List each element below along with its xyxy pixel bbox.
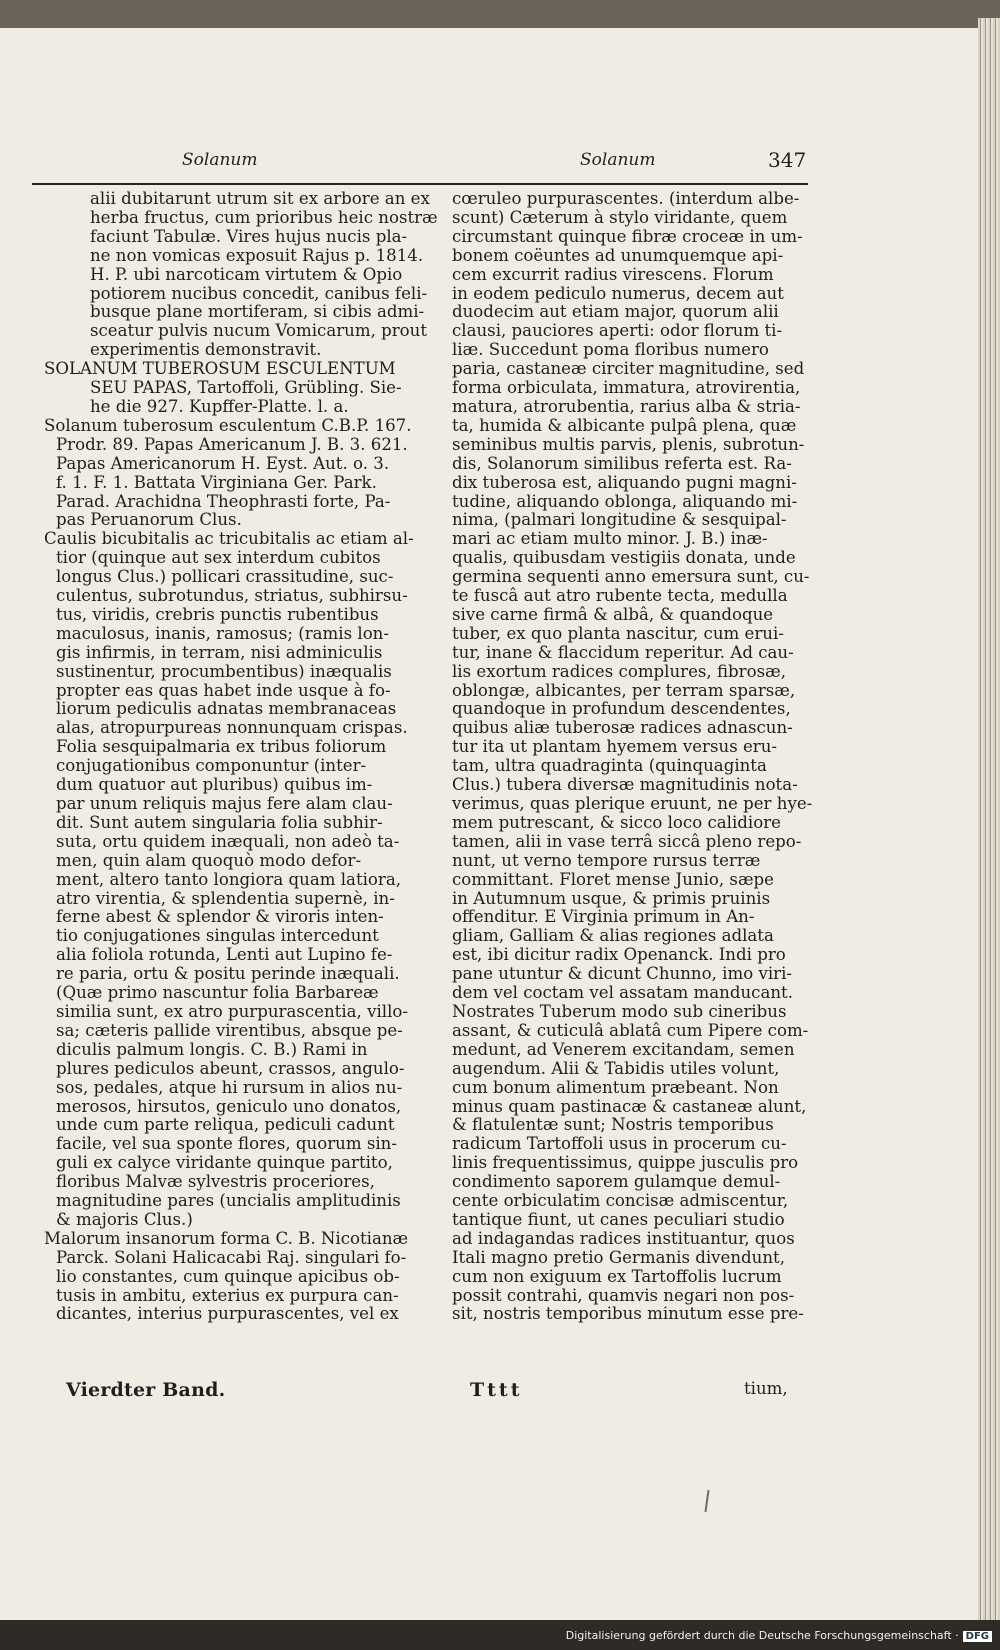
text-line: re paria, ortu & positu perinde inæquali. [56, 964, 400, 984]
text-line: similia sunt, ex atro purpurascentia, villo- [56, 1001, 408, 1021]
text-line: suta, ortu quidem inæquali, non adeò ta- [56, 831, 400, 851]
text-line: (Quæ primo nascuntur folia Barbareæ [56, 983, 379, 1003]
text-line: dem vel coctam vel assatam manducant. [452, 983, 793, 1003]
text-line: Caulis bicubitalis ac tricubitalis ac etiam al- [44, 529, 414, 549]
digitization-credit [566, 1629, 992, 1642]
text-line: tam, ultra quadraginta (quinquaginta [452, 756, 767, 776]
text-line: paria, castaneæ circiter magnitudine, sed [452, 359, 805, 379]
text-line: assant, & cuticulâ ablatâ cum Pipere com- [452, 1020, 809, 1040]
text-line: nima, (palmari longitudine & sesquipal- [452, 510, 787, 530]
text-line: quibus aliæ tuberosæ radices adnascun- [452, 718, 793, 738]
text-line: guli ex calyce viridante quinque partito, [56, 1153, 393, 1173]
text-line: potiorem nucibus concedit, canibus feli- [90, 283, 428, 303]
text-line: cum non exiguum ex Tartoffolis lucrum [452, 1266, 782, 1286]
text-line: par unum reliquis majus fere alam clau- [56, 794, 393, 813]
text-line: oblongæ, albicantes, per terram sparsæ, [452, 680, 796, 700]
text-line: Itali magno pretio Germanis divendunt, [452, 1247, 785, 1267]
text-line: cente orbiculatim concisæ admiscentur, [452, 1191, 789, 1211]
text-line: mari ac etiam multo minor. J. B.) inæ- [452, 529, 768, 549]
text-line: committant. Floret mense Junio, sæpe [452, 869, 774, 889]
text-line: sustinentur, procumbentibus) inæqualis [56, 661, 392, 681]
text-line: atro virentia, & splendentia supernè, in- [56, 888, 395, 908]
text-line: possit contrahi, quamvis negari non pos- [452, 1285, 795, 1305]
text-line: culentus, subrotundus, striatus, subhirsu- [56, 586, 408, 606]
text-line: medunt, ad Venerem excitandam, semen [452, 1039, 795, 1059]
text-line: tamen, alii in vase terrâ siccâ pleno repo- [452, 831, 802, 851]
text-line: men, quin alam quoquò modo defor- [56, 850, 362, 870]
text-line: gliam, Galliam & alias regiones adlata [452, 926, 774, 946]
page-edges [978, 18, 1000, 1628]
text-line: Clus.) tubera diversæ magnitudinis nota- [452, 775, 798, 795]
text-line: linis frequentissimus, quippe jusculis pro [452, 1153, 799, 1173]
text-line: Parck. Solani Halicacabi Raj. singulari fo- [56, 1247, 407, 1267]
running-head-left: Solanum [182, 150, 258, 170]
text-line: minus quam pastinacæ & castaneæ alunt, [452, 1096, 807, 1116]
text-line: lis exortum radices complures, fibrosæ, [452, 661, 786, 681]
text-line: tior (quinque aut sex interdum cubitos [56, 548, 381, 568]
book-top-edge [0, 0, 1000, 28]
text-line: floribus Malvæ sylvestris proceriores, [56, 1172, 375, 1192]
text-line: experimentis demonstravit. [90, 340, 322, 360]
text-line: ta, humida & albicante pulpâ plena, quæ [452, 415, 797, 435]
text-line: tio conjugationes singulas intercedunt [56, 926, 379, 946]
text-line: SEU PAPAS, Tartoffoli, Grübling. Sie- [90, 378, 402, 398]
text-line: pane utuntur & dicunt Chunno, imo viri- [452, 964, 792, 984]
left-text-column [44, 189, 438, 1324]
text-line: tur ita ut plantam hyemem versus eru- [452, 737, 778, 757]
text-line: cœruleo purpurascentes. (interdum albe- [452, 189, 800, 208]
text-line: liæ. Succedunt poma floribus numero [452, 340, 769, 360]
text-line: dis, Solanorum similibus referta est. Ra- [452, 453, 792, 473]
text-line: tusis in ambitu, exterius ex purpura can- [56, 1285, 399, 1305]
text-line: conjugationibus componuntur (inter- [56, 756, 367, 776]
text-line: SOLANUM TUBEROSUM ESCULENTUM [44, 359, 396, 379]
text-line: dix tuberosa est, aliquando pugni magni- [452, 472, 797, 492]
text-line: sceatur pulvis nucum Vomicarum, prout [90, 321, 428, 341]
text-line: dit. Sunt autem singularia folia subhir- [56, 812, 383, 832]
text-line: unde cum parte reliqua, pediculi cadunt [56, 1115, 395, 1135]
header-rule [32, 183, 808, 185]
text-line: herba fructus, cum prioribus heic nostræ [90, 207, 438, 227]
text-line: verimus, quas plerique eruunt, ne per hye- [452, 794, 813, 813]
text-line: te fuscâ aut atro rubente tecta, medulla [452, 586, 788, 606]
text-line: offenditur. E Virginia primum in An- [452, 907, 755, 927]
catchword: tium, [744, 1379, 788, 1398]
text-line: faciunt Tabulæ. Vires hujus nucis pla- [90, 226, 408, 246]
text-line: ne non vomicas exposuit Rajus p. 1814. [90, 245, 424, 265]
text-line: clausi, pauciores aperti: odor florum ti- [452, 321, 783, 341]
text-line: propter eas quas habet inde usque à fo- [56, 680, 391, 700]
text-line: alas, atropurpureas nonnunquam crispas. [56, 718, 408, 738]
text-line: longus Clus.) pollicari crassitudine, suc- [56, 567, 394, 587]
text-line: dicantes, interius purpurascentes, vel ex [56, 1304, 399, 1324]
text-line: f. 1. F. 1. Battata Virginiana Ger. Park. [56, 472, 377, 492]
text-line: & majoris Clus.) [56, 1209, 193, 1229]
text-line: circumstant quinque fibræ croceæ in um- [452, 226, 803, 246]
text-line: H. P. ubi narcoticam virtutem & Opio [90, 264, 403, 284]
text-line: alii dubitarunt utrum sit ex arbore an ex [90, 189, 430, 208]
text-line: quandoque in profundum descendentes, [452, 699, 791, 719]
text-line: duodecim aut etiam major, quorum alii [452, 302, 779, 322]
text-line: he die 927. Kupffer-Platte. l. a. [90, 396, 349, 416]
text-line: germina sequenti anno emersura sunt, cu- [452, 567, 810, 587]
text-line: scunt) Cæterum à stylo viridante, quem [452, 207, 788, 227]
text-line: Prodr. 89. Papas Americanum J. B. 3. 621. [56, 434, 408, 454]
text-line: tuber, ex quo planta nascitur, cum erui- [452, 623, 784, 643]
text-line: liorum pediculis adnatas membranaceas [56, 699, 397, 719]
text-line: Nostrates Tuberum modo sub cineribus [452, 1001, 787, 1021]
text-line: pas Peruanorum Clus. [56, 510, 242, 530]
text-line: ferne abest & splendor & viroris inten- [56, 907, 384, 927]
text-line: diculis palmum longis. C. B.) Rami in [56, 1039, 368, 1059]
text-line: sive carne firmâ & albâ, & quandoque [452, 604, 774, 624]
volume-footer: Vierdter Band. [66, 1379, 226, 1401]
signature-mark: Tttt [470, 1379, 523, 1401]
text-line: sos, pedales, atque hi rursum in alios nu- [56, 1077, 403, 1097]
text-line: Malorum insanorum forma C. B. Nicotianæ [44, 1228, 409, 1248]
text-line: cum bonum alimentum præbeant. Non [452, 1077, 779, 1097]
text-line: tudine, aliquando oblonga, aliquando mi- [452, 491, 798, 511]
text-line: maculosus, inanis, ramosus; (ramis lon- [56, 623, 389, 643]
credit-text: Digitalisierung gefördert durch die Deutsche Forschungsgemeinschaft · [565, 1629, 959, 1642]
text-line: busque plane mortiferam, si cibis admi- [90, 302, 425, 322]
text-line: Parad. Arachidna Theophrasti forte, Pa- [56, 491, 391, 511]
text-line: condimento saporem gulamque demul- [452, 1172, 781, 1192]
text-line: tantique fiunt, ut canes peculiari studio [452, 1209, 785, 1229]
text-line: in eodem pediculo numerus, decem aut [452, 283, 784, 303]
text-line: in Autumnum usque, & primis pruinis [452, 888, 771, 908]
text-line: ad indagandas radices instituantur, quos [452, 1228, 795, 1248]
text-line: dum quatuor aut pluribus) quibus im- [56, 775, 373, 795]
text-line: est, ibi dicitur radix Openanck. Indi pro [452, 945, 786, 965]
text-line: seminibus multis parvis, plenis, subrotun- [452, 434, 805, 454]
dfg-badge: DFG [963, 1631, 992, 1642]
text-line: nunt, ut verno tempore rursus terræ [452, 850, 761, 870]
text-line: forma orbiculata, immatura, atrovirentia, [452, 378, 801, 398]
text-line: plures pediculos abeunt, crassos, angulo- [56, 1058, 405, 1078]
right-text-column [452, 189, 813, 1324]
text-line: & flatulentæ sunt; Nostris temporibus [452, 1115, 774, 1135]
text-line: augendum. Alii & Tabidis utiles volunt, [452, 1058, 780, 1078]
text-line: qualis, quibusdam vestigiis donata, unde [452, 548, 796, 568]
running-head-right: Solanum [580, 150, 656, 170]
text-line: sa; cæteris pallide virentibus, absque pe- [56, 1020, 403, 1040]
text-line: magnitudine pares (uncialis amplitudinis [56, 1191, 401, 1211]
text-line: ment, altero tanto longiora quam latiora, [56, 869, 402, 889]
text-line: facile, vel sua sponte flores, quorum sin- [56, 1134, 397, 1154]
text-line: cem excurrit radius virescens. Florum [452, 264, 774, 284]
text-line: tus, viridis, crebris punctis rubentibus [56, 604, 379, 624]
page-number: 347 [768, 148, 807, 172]
text-line: mem putrescant, & sicco loco calidiore [452, 812, 781, 832]
text-line: Solanum tuberosum esculentum C.B.P. 167. [44, 415, 412, 435]
text-line: matura, atrorubentia, rarius alba & stria- [452, 396, 801, 416]
text-line: gis infirmis, in terram, nisi adminiculis [56, 642, 383, 662]
text-line: radicum Tartoffoli usus in procerum cu- [452, 1134, 787, 1154]
text-line: lio constantes, cum quinque apicibus ob- [56, 1266, 400, 1286]
text-line: sit, nostris temporibus minutum esse pre- [452, 1304, 804, 1324]
text-line: tur, inane & flaccidum reperitur. Ad cau- [452, 642, 794, 662]
text-line: bonem coëuntes ad unumquemque api- [452, 245, 784, 265]
text-line: Folia sesquipalmaria ex tribus foliorum [56, 737, 387, 757]
text-line: Papas Americanorum H. Eyst. Aut. o. 3. [56, 453, 390, 473]
text-line: merosos, hirsutos, geniculo uno donatos, [56, 1096, 402, 1116]
text-line: alia foliola rotunda, Lenti aut Lupino fe- [56, 945, 393, 965]
